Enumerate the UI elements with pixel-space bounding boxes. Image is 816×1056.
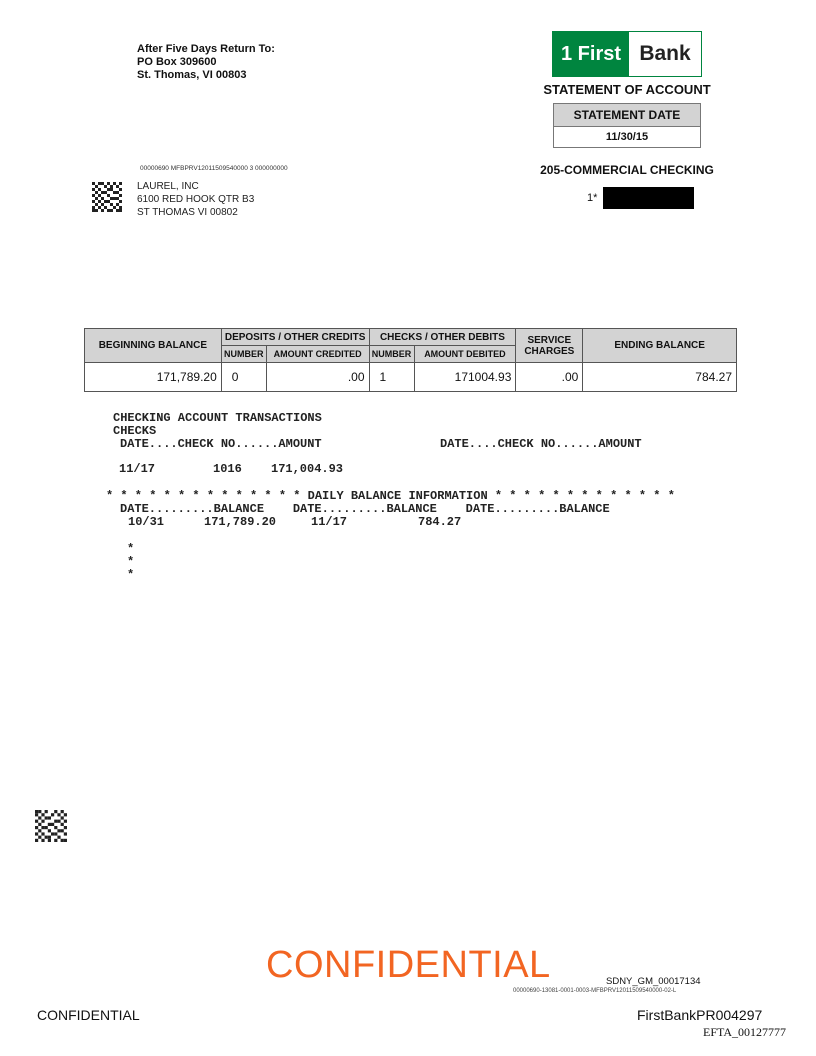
deposits-number-value: 0: [221, 363, 266, 392]
mail-code: 00000690 MFBPRV12011509540000 3 000000000: [140, 165, 288, 172]
daily-balance-columns: DATE.........BALANCE DATE.........BALANCE DATE.........BALANCE: [120, 502, 610, 516]
statement-title: STATEMENT OF ACCOUNT: [543, 82, 711, 97]
check-amount: 171,004.93: [271, 462, 344, 476]
customer-address: [137, 180, 254, 219]
header-beginning-balance: BEGINNING BALANCE: [85, 329, 222, 363]
continuation-star: *: [127, 568, 135, 582]
customer-city: ST THOMAS VI 00802: [137, 207, 238, 218]
return-address: [137, 43, 275, 82]
logo-bank: Bank: [629, 32, 701, 76]
confidential-stamp: CONFIDENTIAL: [266, 944, 551, 986]
beginning-balance-value: 171,789.20: [85, 363, 222, 392]
amount-debited-value: 171004.93: [414, 363, 516, 392]
return-address-line2: PO Box 309600: [137, 56, 217, 68]
continuation-star: *: [127, 542, 135, 556]
checks-subheading: CHECKS: [113, 424, 157, 438]
header-amount-credited: AMOUNT CREDITED: [266, 346, 369, 363]
transactions-heading: CHECKING ACCOUNT TRANSACTIONS: [113, 411, 322, 425]
checks-columns-right: DATE....CHECK NO......AMOUNT: [440, 437, 642, 451]
statement-date-value: 11/30/15: [605, 131, 649, 143]
return-address-line3: St. Thomas, VI 00803: [137, 69, 247, 81]
qr-code-icon: [92, 182, 122, 212]
daily-balance-banner: * * * * * * * * * * * * * * DAILY BALANCE INFORMATION * * * * * * * * * * * * *: [106, 489, 675, 503]
header-ending-balance: ENDING BALANCE: [583, 329, 737, 363]
check-date: 11/17: [119, 462, 156, 476]
header-checks: CHECKS / OTHER DEBITS: [369, 329, 516, 346]
balance-amount: 784.27: [418, 515, 462, 529]
account-number-line: [587, 187, 694, 209]
balance-date: 10/31: [128, 515, 165, 529]
redaction-block: [603, 187, 694, 209]
sdny-subcode: 00000690-13081-0001-0003-MFBPRV12011509540000-02-L: [513, 988, 677, 994]
account-number-prefix: 1*: [587, 192, 598, 204]
header-service-charges: SERVICE CHARGES: [516, 329, 583, 363]
check-number: 1016: [213, 462, 242, 476]
checks-columns-left: DATE....CHECK NO......AMOUNT: [120, 437, 322, 451]
header-amount-debited: AMOUNT DEBITED: [414, 346, 516, 363]
account-type: 205-COMMERCIAL CHECKING: [540, 163, 714, 177]
confidential-label: CONFIDENTIAL: [37, 1007, 140, 1023]
statement-date-box: [553, 103, 701, 148]
customer-name: LAUREL, INC: [137, 181, 199, 192]
header-checks-number: NUMBER: [369, 346, 414, 363]
summary-values-row: [85, 363, 737, 392]
qr-code-icon: [35, 810, 67, 842]
customer-street: 6100 RED HOOK QTR B3: [137, 194, 255, 205]
bank-logo: [552, 31, 702, 77]
account-summary-table: [84, 328, 737, 392]
sdny-bates: SDNY_GM_00017134: [606, 976, 701, 987]
return-address-line1: After Five Days Return To:: [137, 43, 275, 55]
continuation-star: *: [127, 555, 135, 569]
header-deposits-number: NUMBER: [221, 346, 266, 363]
header-deposits: DEPOSITS / OTHER CREDITS: [221, 329, 369, 346]
ending-balance-value: 784.27: [583, 363, 737, 392]
efta-number: EFTA_00127777: [703, 1025, 787, 1039]
balance-amount: 171,789.20: [204, 515, 277, 529]
balance-date: 11/17: [311, 515, 348, 529]
bates-number: FirstBankPR004297: [637, 1007, 763, 1023]
checks-number-value: 1: [369, 363, 414, 392]
service-charges-value: .00: [516, 363, 583, 392]
amount-credited-value: .00: [266, 363, 369, 392]
logo-first: 1 First: [553, 32, 629, 76]
statement-date-label: STATEMENT DATE: [554, 104, 700, 127]
